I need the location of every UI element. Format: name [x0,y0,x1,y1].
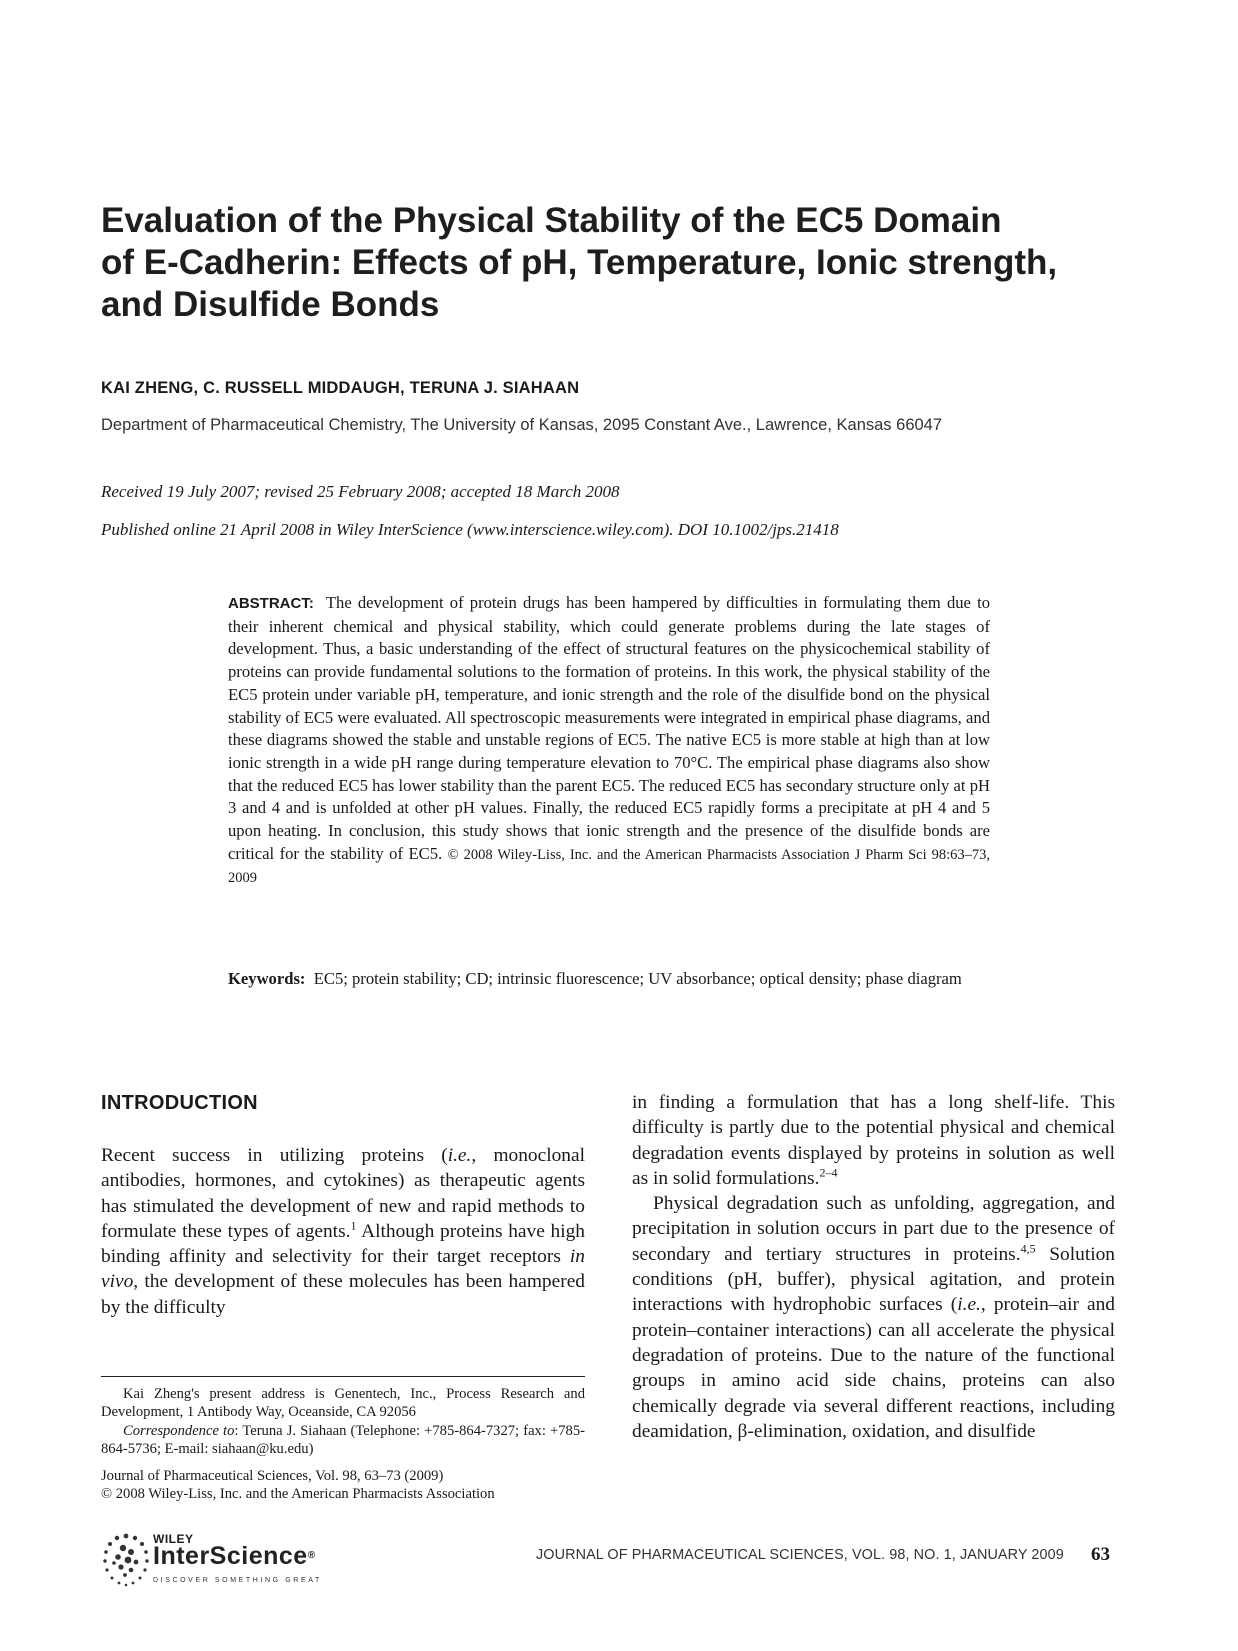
body-text: in finding a formulation that has a long shelf-life. This difficulty is partly due to the potential physical and chemical degradation events displayed by proteins in solution as well as in solid formulations. [632,1092,1115,1189]
reference-marker: 2–4 [819,1165,838,1180]
registered-mark: ® [307,1549,316,1561]
body-text: Physical degradation such as unfolding, aggregation, and precipitation in solution occurs in part due to the presence of secondary and tertiary structures in proteins. [632,1193,1115,1265]
wiley-wordmark: WILEY [153,1532,194,1546]
keywords-label: Keywords: [228,969,306,988]
keywords-text: EC5; protein stability; CD; intrinsic fluorescence; UV absorbance; optical density; phase diagram [313,969,962,988]
correspondence-label: Correspondence to [123,1422,235,1439]
body-italic: i.e. [447,1145,472,1166]
body-column-left [101,1143,585,1320]
footnote-copyright: © 2008 Wiley-Liss, Inc. and the American Pharmacists Association [101,1486,495,1503]
running-footer: JOURNAL OF PHARMACEUTICAL SCIENCES, VOL. 98, NO. 1, JANUARY 2009 [536,1547,1064,1563]
body-text: Recent success in utilizing proteins ( [101,1145,448,1166]
body-italic: i.e. [957,1294,981,1316]
correspondence-text: : Teruna J. Siahaan (Telephone: +785-864-7327; fax: +785-864-5736; E-mail: siahaan@ku.edu) [101,1422,585,1458]
publication-info: Published online 21 April 2008 in Wiley InterScience (www.interscience.wiley.com). DOI 10.1002/jps.21418 [101,520,839,539]
abstract-copyright: © 2008 Wiley-Liss, Inc. and the American Pharmacists Association J Pharm Sci 98:63–73, 2009 [228,846,990,887]
reference-marker: 1 [350,1218,357,1233]
wiley-interscience-logo [101,1530,351,1592]
body-text: , protein–air and protein–container interactions) can all accelerate the physical degradation of proteins. Due to the nature of the functional groups in amino acid side chains, proteins can also chemically degrade via several different reactions, including deamidation, β-elimination, oxidation, and disulfide [632,1294,1115,1442]
logo-tagline: DISCOVER SOMETHING GREAT [153,1577,322,1584]
interscience-wordmark [153,1542,316,1571]
body-text: Solution conditions (pH, buffer), physical agitation, and protein interactions with hydrophobic surfaces ( [632,1243,1115,1316]
affiliation: Department of Pharmaceutical Chemistry, The University of Kansas, 2095 Constant Ave., Lawrence, Kansas 66047 [101,416,943,434]
body-text: Although proteins have high binding affinity and selectivity for their target receptors [101,1220,585,1268]
title-line-3: and Disulfide Bonds [101,285,440,324]
body-text: , the development of these molecules has been hampered by the difficulty [101,1271,585,1318]
body-text: , monoclonal antibodies, hormones, and cytokines) as therapeutic agents has stimulated the development of new and rapid methods to formulate these types of agents. [101,1145,585,1242]
article-title [101,200,1151,326]
abstract-text: The development of protein drugs has been hampered by difficulties in formulating them due to their inherent chemical and physical stability, which could generate problems during the late stages of development. Thus, a basic understanding of the effect of structural features on the physicochemical stability of proteins can provide fundamental solutions to the formation of proteins. In this work, the physical stability of the EC5 protein under variable pH, temperature, and ionic strength and the role of the disulfide bond on the physical stability of EC5 were evaluated. All spectroscopic measurements were integrated in empirical phase diagrams, and these diagrams showed the stable and unstable regions of EC5. The native EC5 is more stable at high than at low ionic strength in a wide pH range during temperature elevation to 70°C. The empirical phase diagrams also show that the reduced EC5 has lower stability than the parent EC5. The reduced EC5 has secondary structure only at pH 3 and 4 and is unfolded at other pH values. Finally, the reduced EC5 rapidly forms a precipitate at pH 4 and 5 upon heating. In conclusion, this study shows that ionic strength and the presence of the disulfide bonds are critical for the stability of EC5. [228,593,991,863]
paragraph [632,1191,1115,1444]
reference-marker: 4,5 [1020,1241,1036,1256]
footnote-address: Kai Zheng's present address is Genentech, Inc., Process Research and Development, 1 Antibody Way, Oceanside, CA 92056 [101,1386,585,1421]
keywords [228,967,990,991]
page-number: 63 [1091,1544,1110,1565]
footnote-journal: Journal of Pharmaceutical Sciences, Vol. 98, 63–73 (2009) [101,1467,444,1484]
footnotes [101,1385,585,1503]
body-column-right [632,1090,1115,1444]
author-list: KAI ZHENG, C. RUSSELL MIDDAUGH, TERUNA J. SIAHAAN [101,379,580,397]
footnote-correspondence [101,1422,585,1459]
interscience-text: InterScience [153,1542,308,1570]
abstract [228,592,990,890]
abstract-label: ABSTRACT: [228,595,314,612]
globe-dots-icon [101,1530,151,1592]
body-italic: in vivo [101,1246,585,1293]
title-line-1: Evaluation of the Physical Stability of the EC5 Domain [101,201,1002,240]
received-dates: Received 19 July 2007; revised 25 February 2008; accepted 18 March 2008 [101,482,620,501]
title-line-2: of E-Cadherin: Effects of pH, Temperature, Ionic strength, [101,243,1058,282]
section-heading-introduction: INTRODUCTION [101,1092,258,1114]
paragraph [632,1090,1115,1191]
footnote-divider [101,1376,585,1377]
